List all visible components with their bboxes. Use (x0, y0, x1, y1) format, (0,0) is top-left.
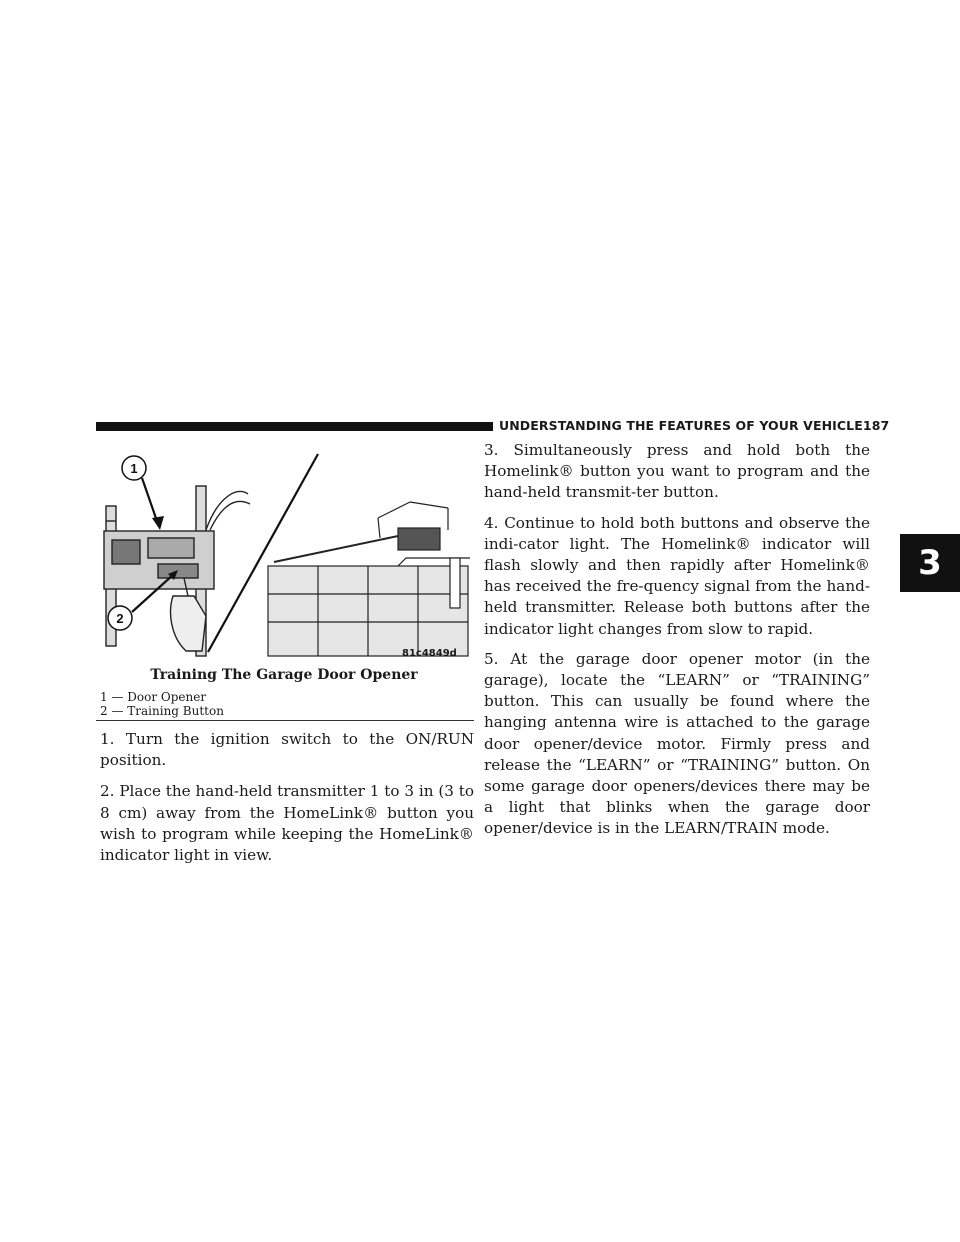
legend-item-door-opener: 1 — Door Opener (100, 690, 207, 704)
left-column (100, 729, 474, 876)
step-2: 2. Place the hand-held transmitter 1 to 3 in (3 to 8 cm) away from the HomeLink® button you wish to program while keeping the HomeLink® indicator light in view. (100, 782, 474, 865)
callout-1: 1 (130, 461, 138, 476)
figure-code: 81c4849d (402, 648, 457, 659)
running-header (499, 418, 890, 434)
step-1: 1. Turn the ignition switch to the ON/RUN position. (100, 730, 474, 770)
legend-rule (96, 720, 474, 721)
step-5: 5. At the garage door opener motor (in the garage), locate the “LEARN” or “TRAINING” button. This can usually be found where the hanging antenna wire is attached to the garage door opener/device motor. Firmly press and release the “LEARN” or “TRAINING” button. On some garage door openers/devices there may be a light that blinks when the garage door opener/device is in the LEARN/TRAIN mode. (484, 649, 870, 838)
legend-item-training-button: 2 — Training Button (100, 704, 224, 718)
section-title: UNDERSTANDING THE FEATURES OF YOUR VEHICLE (499, 418, 863, 433)
page-number: 187 (862, 418, 890, 433)
garage-interior-drawing (268, 502, 470, 656)
figure-legend (100, 690, 224, 718)
header-rule (96, 422, 493, 431)
step-3: 3. Simultaneously press and hold both the Homelink® button you want to program and the hand-held transmit-ter button. (484, 441, 870, 502)
right-column (484, 440, 870, 849)
step-4: 4. Continue to hold both buttons and observe the indi-cator light. The Homelink® indicator will flash slowly and then rapidly after Homelink® has received the fre-quency signal from the hand-held transmitter. Release both buttons after the indicator light changes from slow to rapid. (484, 513, 870, 638)
garage-door-illustration (98, 446, 474, 666)
callout-2: 2 (116, 611, 124, 626)
chapter-number: 3 (918, 543, 942, 583)
figure-title: Training The Garage Door Opener (150, 667, 418, 683)
chapter-tab (900, 534, 960, 592)
